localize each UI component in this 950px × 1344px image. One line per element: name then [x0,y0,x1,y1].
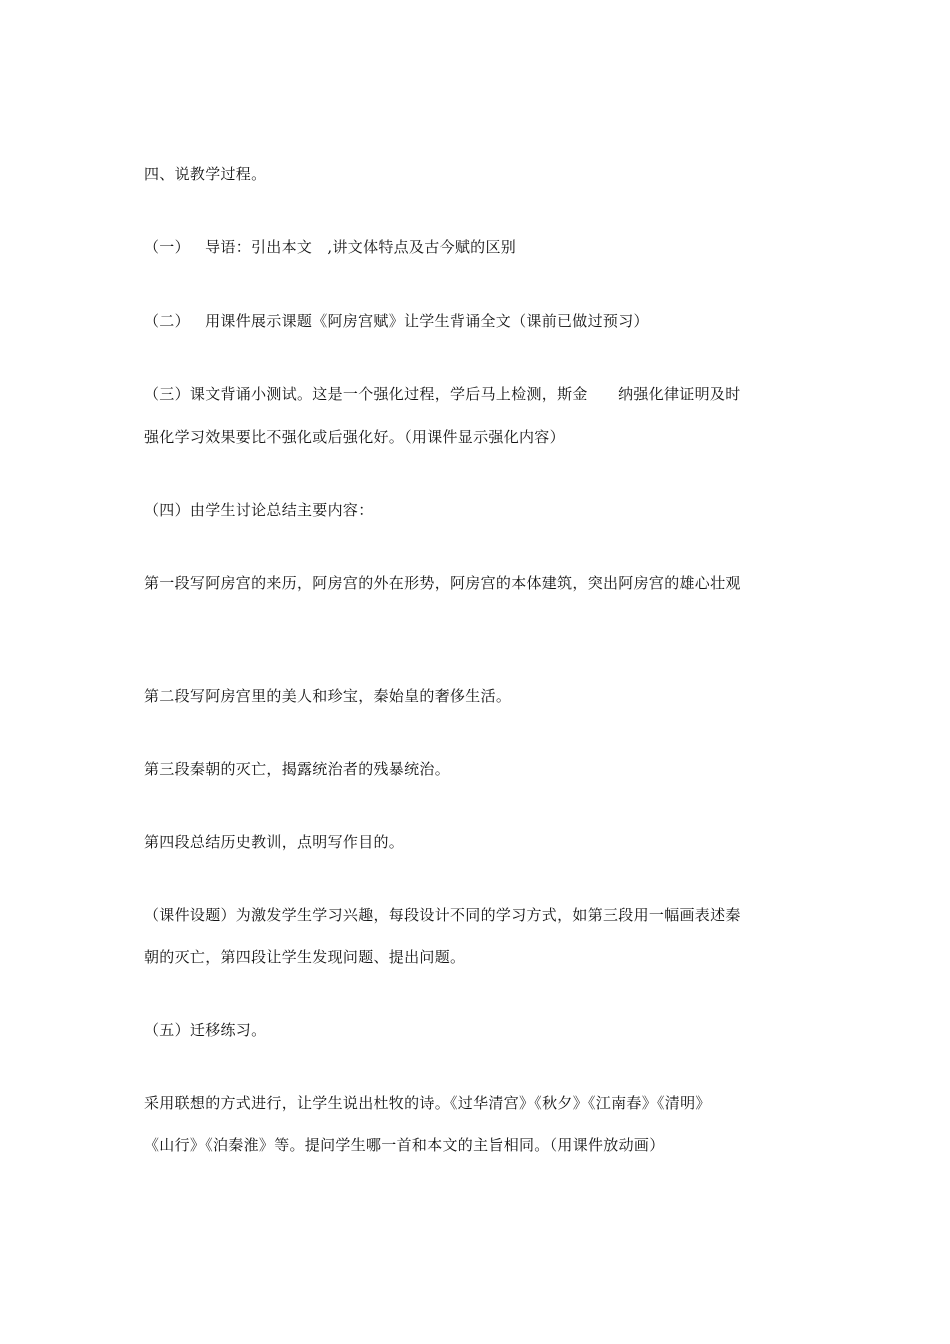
paragraph-one-summary: 第一段写阿房宫的来历，阿房宫的外在形势，阿房宫的本体建筑，突出阿房宫的雄心壮观 [144,574,741,592]
step-three-line-2: 强化学习效果要比不强化或后强化好。（用课件显示强化内容） [144,428,565,446]
step-one-text: （一） 导语：引出本文 ,讲文体特点及古今赋的区别 [144,238,517,256]
step-two-text: （二） 用课件展示课题《阿房宫赋》让学生背诵全文（课前已做过预习） [144,312,649,330]
paragraph-four-summary: 第四段总结历史教训，点明写作目的。 [144,833,405,851]
courseware-line-1: （课件设题）为激发学生学习兴趣，每段设计不同的学习方式，如第三段用一幅画表述秦 [144,906,741,924]
paragraph-three-summary: 第三段秦朝的灭亡，揭露统治者的残暴统治。 [144,760,451,778]
paragraph-two-summary: 第二段写阿房宫里的美人和珍宝，秦始皇的奢侈生活。 [144,687,512,705]
step-three-line-1: （三）课文背诵小测试。这是一个强化过程，学后马上检测，斯金 纳强化律证明及时 [144,385,741,403]
practice-line-1: 采用联想的方式进行，让学生说出杜牧的诗。《过华清宫》《秋夕》《江南春》《清明》 [144,1094,711,1112]
courseware-line-2: 朝的灭亡，第四段让学生发现问题、提出问题。 [144,948,466,966]
step-four-text: （四）由学生讨论总结主要内容： [144,501,374,519]
section-heading: 四、说教学过程。 [144,165,267,183]
step-five-text: （五）迁移练习。 [144,1021,267,1039]
practice-line-2: 《山行》《泊秦淮》等。提问学生哪一首和本文的主旨相同。（用课件放动画） [144,1136,665,1154]
